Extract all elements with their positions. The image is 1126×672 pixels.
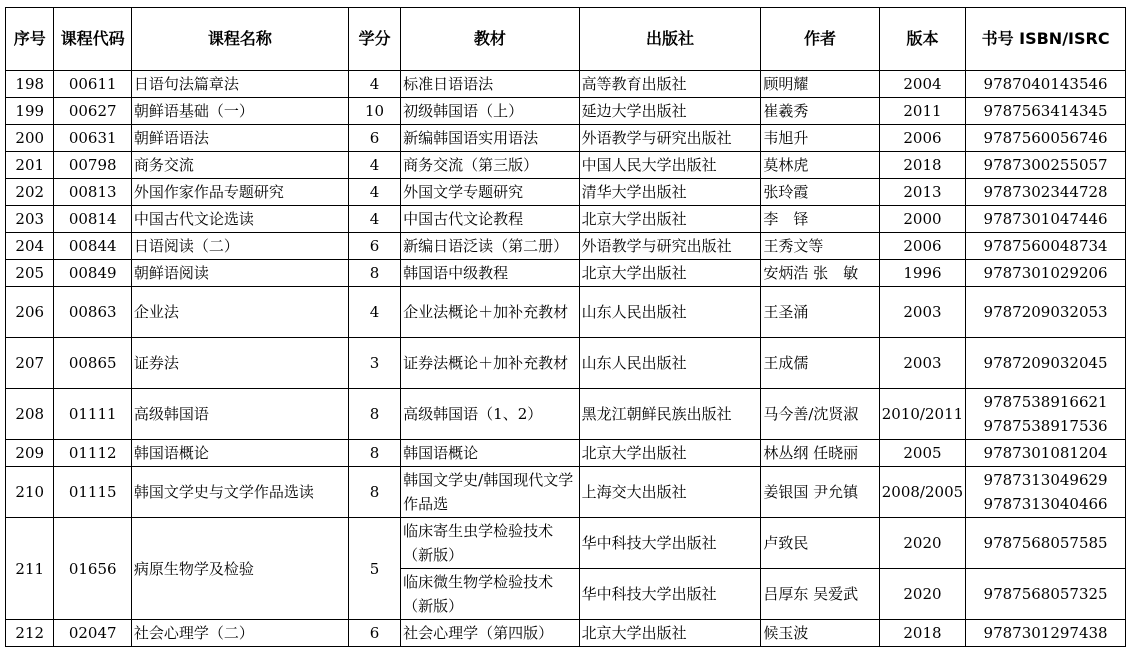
cell-code: 00798 bbox=[54, 152, 131, 179]
cell-isbn: 9787301047446 bbox=[966, 206, 1126, 233]
cell-publisher: 清华大学出版社 bbox=[579, 179, 761, 206]
cell-credit: 4 bbox=[348, 71, 400, 98]
cell-edition: 2008/2005 bbox=[879, 467, 965, 518]
cell-code: 00863 bbox=[54, 287, 131, 338]
cell-publisher: 外语教学与研究出版社 bbox=[579, 233, 761, 260]
header-row bbox=[6, 8, 1126, 71]
cell-book: 中国古代文论教程 bbox=[401, 206, 579, 233]
cell-author: 王秀文等 bbox=[761, 233, 879, 260]
cell-no: 203 bbox=[6, 206, 54, 233]
table-row bbox=[6, 152, 1126, 179]
cell-isbn bbox=[966, 389, 1126, 440]
cell-publisher: 华中科技大学出版社 bbox=[579, 518, 761, 569]
cell-course: 韩国语概论 bbox=[131, 440, 348, 467]
cell-isbn: 9787209032053 bbox=[966, 287, 1126, 338]
cell-course: 日语句法篇章法 bbox=[131, 71, 348, 98]
cell-code: 00814 bbox=[54, 206, 131, 233]
cell-code: 01656 bbox=[54, 518, 131, 620]
cell-course: 朝鲜语语法 bbox=[131, 125, 348, 152]
cell-credit: 8 bbox=[348, 260, 400, 287]
cell-no: 211 bbox=[6, 518, 54, 620]
cell-isbn: 9787209032045 bbox=[966, 338, 1126, 389]
cell-edition: 2013 bbox=[879, 179, 965, 206]
cell-publisher: 山东人民出版社 bbox=[579, 338, 761, 389]
cell-credit: 5 bbox=[348, 518, 400, 620]
cell-credit: 8 bbox=[348, 389, 400, 440]
cell-credit: 4 bbox=[348, 287, 400, 338]
cell-author: 莫林虎 bbox=[761, 152, 879, 179]
cell-publisher: 华中科技大学出版社 bbox=[579, 569, 761, 620]
cell-book: 证券法概论＋加补充教材 bbox=[401, 338, 579, 389]
isbn-line: 9787313049629 bbox=[983, 471, 1108, 489]
cell-author: 姜银国 尹允镇 bbox=[761, 467, 879, 518]
cell-course: 商务交流 bbox=[131, 152, 348, 179]
cell-edition: 1996 bbox=[879, 260, 965, 287]
header-course: 课程名称 bbox=[131, 8, 348, 71]
cell-edition: 2000 bbox=[879, 206, 965, 233]
cell-no: 201 bbox=[6, 152, 54, 179]
cell-credit: 8 bbox=[348, 440, 400, 467]
cell-isbn: 9787560048734 bbox=[966, 233, 1126, 260]
cell-author: 卢致民 bbox=[761, 518, 879, 569]
cell-credit: 3 bbox=[348, 338, 400, 389]
cell-edition: 2020 bbox=[879, 569, 965, 620]
cell-isbn: 9787302344728 bbox=[966, 179, 1126, 206]
cell-code: 00813 bbox=[54, 179, 131, 206]
cell-author: 王成儒 bbox=[761, 338, 879, 389]
cell-no: 212 bbox=[6, 620, 54, 647]
table-row bbox=[6, 125, 1126, 152]
cell-publisher: 黑龙江朝鲜民族出版社 bbox=[579, 389, 761, 440]
cell-publisher: 中国人民大学出版社 bbox=[579, 152, 761, 179]
cell-edition: 2005 bbox=[879, 440, 965, 467]
cell-isbn: 9787040143546 bbox=[966, 71, 1126, 98]
cell-author: 吕厚东 吴爱武 bbox=[761, 569, 879, 620]
cell-isbn: 9787560056746 bbox=[966, 125, 1126, 152]
cell-code: 00631 bbox=[54, 125, 131, 152]
cell-code: 01112 bbox=[54, 440, 131, 467]
table-row bbox=[6, 179, 1126, 206]
cell-no: 198 bbox=[6, 71, 54, 98]
cell-isbn: 9787301297438 bbox=[966, 620, 1126, 647]
cell-isbn bbox=[966, 467, 1126, 518]
header-edition: 版本 bbox=[879, 8, 965, 71]
cell-no: 199 bbox=[6, 98, 54, 125]
cell-publisher: 高等教育出版社 bbox=[579, 71, 761, 98]
cell-publisher: 延边大学出版社 bbox=[579, 98, 761, 125]
table-row bbox=[6, 233, 1126, 260]
cell-course: 韩国文学史与文学作品选读 bbox=[131, 467, 348, 518]
cell-code: 00849 bbox=[54, 260, 131, 287]
cell-book: 韩国语概论 bbox=[401, 440, 579, 467]
table-row bbox=[6, 389, 1126, 440]
cell-edition: 2011 bbox=[879, 98, 965, 125]
cell-course: 企业法 bbox=[131, 287, 348, 338]
cell-book: 韩国语中级教程 bbox=[401, 260, 579, 287]
table-row bbox=[6, 467, 1126, 518]
cell-credit: 8 bbox=[348, 467, 400, 518]
cell-course: 朝鲜语阅读 bbox=[131, 260, 348, 287]
cell-credit: 4 bbox=[348, 179, 400, 206]
cell-code: 02047 bbox=[54, 620, 131, 647]
table-row bbox=[6, 518, 1126, 569]
cell-book: 高级韩国语（1、2） bbox=[401, 389, 579, 440]
cell-edition: 2006 bbox=[879, 233, 965, 260]
cell-no: 200 bbox=[6, 125, 54, 152]
cell-isbn: 9787568057585 bbox=[966, 518, 1126, 569]
table-row bbox=[6, 206, 1126, 233]
cell-no: 208 bbox=[6, 389, 54, 440]
cell-no: 206 bbox=[6, 287, 54, 338]
cell-course: 日语阅读（二） bbox=[131, 233, 348, 260]
cell-book: 临床微生物学检验技术（新版） bbox=[401, 569, 579, 620]
table-row bbox=[6, 620, 1126, 647]
cell-author: 马今善/沈贤淑 bbox=[761, 389, 879, 440]
header-code: 课程代码 bbox=[54, 8, 131, 71]
cell-no: 210 bbox=[6, 467, 54, 518]
cell-author: 韦旭升 bbox=[761, 125, 879, 152]
cell-edition: 2018 bbox=[879, 620, 965, 647]
cell-no: 202 bbox=[6, 179, 54, 206]
cell-edition: 2004 bbox=[879, 71, 965, 98]
cell-edition: 2003 bbox=[879, 287, 965, 338]
isbn-line: 9787538916621 bbox=[983, 393, 1108, 411]
cell-author: 林丛纲 任晓丽 bbox=[761, 440, 879, 467]
cell-author: 王圣涌 bbox=[761, 287, 879, 338]
cell-author: 顾明耀 bbox=[761, 71, 879, 98]
cell-course: 证券法 bbox=[131, 338, 348, 389]
table-row bbox=[6, 98, 1126, 125]
cell-credit: 4 bbox=[348, 206, 400, 233]
cell-code: 00611 bbox=[54, 71, 131, 98]
cell-isbn: 9787300255057 bbox=[966, 152, 1126, 179]
header-no: 序号 bbox=[6, 8, 54, 71]
table-row bbox=[6, 338, 1126, 389]
cell-publisher: 北京大学出版社 bbox=[579, 440, 761, 467]
header-isbn: 书号 ISBN/ISRC bbox=[966, 8, 1126, 71]
cell-credit: 6 bbox=[348, 233, 400, 260]
table-row bbox=[6, 440, 1126, 467]
cell-code: 01111 bbox=[54, 389, 131, 440]
cell-no: 209 bbox=[6, 440, 54, 467]
cell-credit: 10 bbox=[348, 98, 400, 125]
cell-isbn: 9787301081204 bbox=[966, 440, 1126, 467]
cell-book: 社会心理学（第四版） bbox=[401, 620, 579, 647]
cell-no: 205 bbox=[6, 260, 54, 287]
cell-author: 李 铎 bbox=[761, 206, 879, 233]
table-row bbox=[6, 287, 1126, 338]
cell-course: 病原生物学及检验 bbox=[131, 518, 348, 620]
cell-credit: 4 bbox=[348, 152, 400, 179]
cell-edition: 2020 bbox=[879, 518, 965, 569]
cell-author: 崔羲秀 bbox=[761, 98, 879, 125]
cell-edition: 2018 bbox=[879, 152, 965, 179]
cell-publisher: 北京大学出版社 bbox=[579, 260, 761, 287]
cell-publisher: 北京大学出版社 bbox=[579, 206, 761, 233]
cell-course: 中国古代文论选读 bbox=[131, 206, 348, 233]
cell-course: 朝鲜语基础（一） bbox=[131, 98, 348, 125]
cell-isbn: 9787301029206 bbox=[966, 260, 1126, 287]
cell-book: 初级韩国语（上） bbox=[401, 98, 579, 125]
cell-credit: 6 bbox=[348, 620, 400, 647]
cell-course: 社会心理学（二） bbox=[131, 620, 348, 647]
cell-course: 高级韩国语 bbox=[131, 389, 348, 440]
cell-credit: 6 bbox=[348, 125, 400, 152]
textbook-table bbox=[5, 7, 1126, 647]
cell-publisher: 北京大学出版社 bbox=[579, 620, 761, 647]
isbn-line: 9787313040466 bbox=[983, 495, 1108, 513]
cell-code: 00865 bbox=[54, 338, 131, 389]
cell-author: 安炳浩 张 敏 bbox=[761, 260, 879, 287]
cell-book: 新编韩国语实用语法 bbox=[401, 125, 579, 152]
isbn-line: 9787538917536 bbox=[983, 417, 1108, 435]
cell-edition: 2010/2011 bbox=[879, 389, 965, 440]
cell-isbn: 9787568057325 bbox=[966, 569, 1126, 620]
header-publisher: 出版社 bbox=[579, 8, 761, 71]
table-row bbox=[6, 260, 1126, 287]
cell-course: 外国作家作品专题研究 bbox=[131, 179, 348, 206]
cell-publisher: 上海交大出版社 bbox=[579, 467, 761, 518]
cell-code: 00627 bbox=[54, 98, 131, 125]
cell-book: 临床寄生虫学检验技术（新版） bbox=[401, 518, 579, 569]
cell-no: 204 bbox=[6, 233, 54, 260]
cell-book: 标准日语语法 bbox=[401, 71, 579, 98]
header-book: 教材 bbox=[401, 8, 579, 71]
header-author: 作者 bbox=[761, 8, 879, 71]
cell-book: 外国文学专题研究 bbox=[401, 179, 579, 206]
cell-edition: 2006 bbox=[879, 125, 965, 152]
cell-book: 新编日语泛读（第二册） bbox=[401, 233, 579, 260]
cell-author: 候玉波 bbox=[761, 620, 879, 647]
cell-code: 01115 bbox=[54, 467, 131, 518]
cell-edition: 2003 bbox=[879, 338, 965, 389]
cell-no: 207 bbox=[6, 338, 54, 389]
cell-publisher: 外语教学与研究出版社 bbox=[579, 125, 761, 152]
table-row bbox=[6, 71, 1126, 98]
header-credit: 学分 bbox=[348, 8, 400, 71]
cell-book: 韩国文学史/韩国现代文学作品选 bbox=[401, 467, 579, 518]
cell-book: 企业法概论＋加补充教材 bbox=[401, 287, 579, 338]
cell-book: 商务交流（第三版） bbox=[401, 152, 579, 179]
cell-publisher: 山东人民出版社 bbox=[579, 287, 761, 338]
cell-code: 00844 bbox=[54, 233, 131, 260]
cell-author: 张玲霞 bbox=[761, 179, 879, 206]
cell-isbn: 9787563414345 bbox=[966, 98, 1126, 125]
